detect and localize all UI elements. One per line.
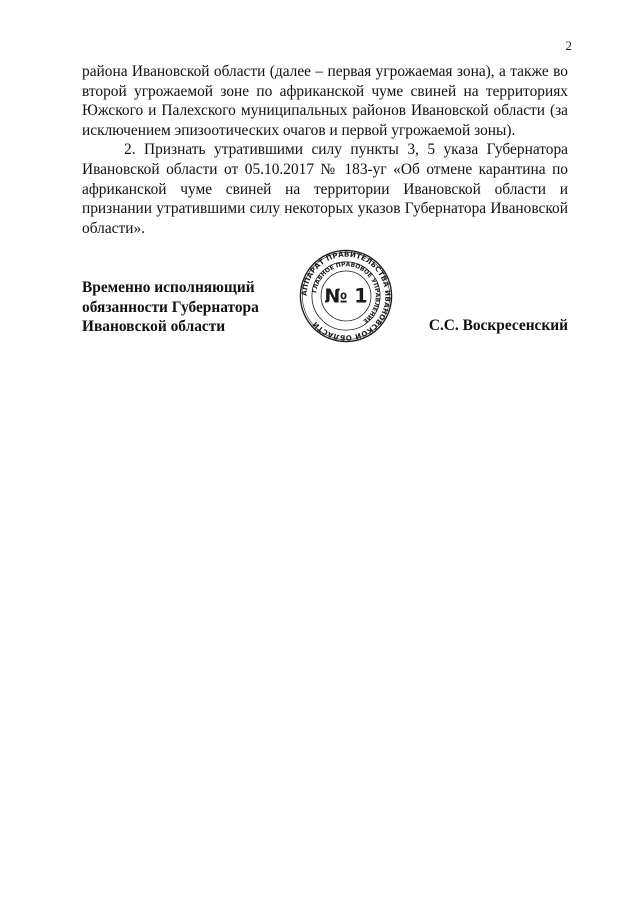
paragraph-item-2: 2. Признать утратившими силу пункты 3, 5 указа Губернатора Ивановской области от 05.10.2017 № 183-уг «Об отмене карантина по африканской чуме свиней на территории Ивановской области и признании утратившими силу некоторых указов Губернатора Ивановской области». [82, 141, 568, 237]
signer-name: С.С. Воскресенский [428, 317, 568, 334]
official-seal-stamp [298, 248, 394, 344]
page-number: 2 [565, 38, 572, 53]
document-body [82, 62, 568, 238]
signer-title-line: обязанности Губернатора [82, 298, 259, 316]
seal-number: № 1 [324, 284, 368, 308]
svg-text:АППАРАТ ПРАВИТЕЛЬСТВА ИВАНОВСК: АППАРАТ ПРАВИТЕЛЬСТВА ИВАНОВСКОЙ ОБЛАСТИ [299, 249, 393, 343]
signer-title-line: Временно исполняющий [82, 279, 255, 296]
signer-title [82, 278, 259, 337]
signature-block [82, 249, 568, 350]
paragraph-continuation: района Ивановской области (далее – первая угрожаемая зона), а также во второй угрожаемой зоне по африканской чуме свиней на территориях Южского и Палехского муниципальных районов Ивановской области (за исключением эпизоотических очагов и первой угрожаемой зоны). [82, 63, 568, 139]
signer-title-line: Ивановской области [82, 318, 226, 336]
svg-text:ГЛАВНОЕ ПРАВОВОЕ УПРАВЛЕНИЕ: ГЛАВНОЕ ПРАВОВОЕ УПРАВЛЕНИЕ [311, 261, 381, 325]
